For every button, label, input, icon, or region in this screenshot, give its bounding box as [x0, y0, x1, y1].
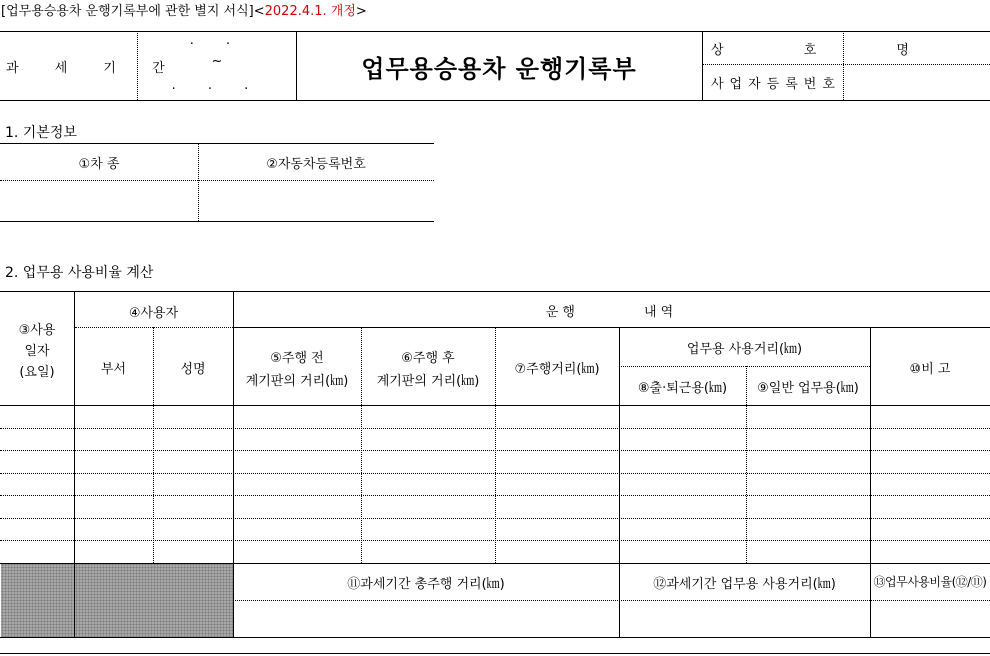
table-rule-horizontal [0, 291, 990, 292]
business-reg-label: 사업자등록번호 [711, 77, 841, 92]
form-title: 업무용승용차 운행기록부 [361, 55, 637, 83]
before-label-2: 계기판의 거리(㎞) [245, 374, 349, 389]
log-cell-date[interactable] [2, 520, 72, 538]
log-cell-dept[interactable] [76, 520, 151, 538]
log-cell-before[interactable] [235, 542, 359, 561]
log-cell-after[interactable] [363, 452, 493, 471]
log-cell-general[interactable] [748, 407, 868, 426]
log-cell-commute[interactable] [621, 542, 744, 561]
tax-period-label: 과 세 기 간 [6, 61, 181, 76]
log-cell-commute[interactable] [621, 520, 744, 538]
log-cell-after[interactable] [363, 542, 493, 561]
total-distance-label: ⑪과세기간 총주행 거리(㎞) [347, 577, 505, 592]
distance-label: ⑦주행거리(㎞) [514, 362, 600, 377]
log-cell-remarks[interactable] [872, 475, 988, 493]
log-cell-dept[interactable] [76, 497, 151, 516]
log-cell-general[interactable] [748, 475, 868, 493]
table-rule-horizontal [0, 180, 434, 181]
business-reg-field[interactable] [846, 67, 986, 97]
table-rule-horizontal [619, 366, 870, 367]
log-cell-commute[interactable] [621, 407, 744, 426]
log-cell-after[interactable] [363, 430, 493, 448]
total-distance-field[interactable] [236, 603, 616, 634]
log-cell-after[interactable] [363, 475, 493, 493]
after-label-1: ⑥주행 후 [401, 351, 455, 366]
log-cell-date[interactable] [2, 430, 72, 448]
log-cell-date[interactable] [2, 407, 72, 426]
period-dots-bottom: · · · [171, 82, 263, 97]
log-cell-before[interactable] [235, 430, 359, 448]
log-cell-distance[interactable] [497, 475, 617, 493]
section2-heading: 2. 업무용 사용비율 계산 [5, 265, 154, 281]
table-rule-horizontal [702, 64, 990, 65]
after-label-2: 계기판의 거리(㎞) [376, 374, 480, 389]
log-cell-dept[interactable] [76, 475, 151, 493]
remarks-label: ⑩비 고 [909, 362, 951, 377]
date-label-3: (요일) [19, 365, 55, 380]
log-cell-remarks[interactable] [872, 520, 988, 538]
log-cell-before[interactable] [235, 520, 359, 538]
table-rule-vertical [74, 291, 75, 637]
log-cell-date[interactable] [2, 497, 72, 516]
before-label-1: ⑤주행 전 [270, 351, 324, 366]
general-label: ⑨일반 업무용(㎞) [757, 381, 859, 396]
car-type-label: ①차 종 [78, 157, 120, 172]
total-business-field[interactable] [622, 603, 867, 634]
log-cell-after[interactable] [363, 520, 493, 538]
date-label-1: ③사용 [18, 323, 56, 338]
car-type-field[interactable] [2, 183, 195, 218]
total-business-label: ⑫과세기간 업무용 사용거리(㎞) [653, 577, 836, 592]
section1-heading: 1. 기본정보 [5, 125, 77, 141]
car-reg-label: ②자동차등록번호 [266, 157, 366, 172]
log-cell-remarks[interactable] [872, 542, 988, 561]
log-cell-distance[interactable] [497, 452, 617, 471]
table-rule-horizontal [0, 637, 990, 638]
log-cell-name[interactable] [155, 407, 231, 426]
log-cell-before[interactable] [235, 475, 359, 493]
operation-label: 운행 내역 [545, 305, 678, 320]
company-name-label: 상 호 명 [711, 43, 947, 58]
log-cell-remarks[interactable] [872, 452, 988, 471]
user-label: ④사용자 [128, 306, 179, 321]
log-cell-name[interactable] [155, 430, 231, 448]
log-cell-commute[interactable] [621, 497, 744, 516]
log-cell-date[interactable] [2, 452, 72, 471]
log-cell-general[interactable] [748, 452, 868, 471]
log-cell-before[interactable] [235, 407, 359, 426]
company-name-field[interactable] [846, 34, 986, 62]
log-cell-commute[interactable] [621, 475, 744, 493]
period-tilde: ~ [211, 54, 223, 69]
table-rule-horizontal [233, 600, 990, 601]
table-rule-horizontal [0, 143, 434, 144]
log-cell-name[interactable] [155, 497, 231, 516]
log-cell-commute[interactable] [621, 452, 744, 471]
log-cell-name[interactable] [155, 542, 231, 561]
car-reg-field[interactable] [201, 183, 431, 218]
table-rule-horizontal [0, 563, 990, 564]
log-cell-before[interactable] [235, 452, 359, 471]
log-cell-general[interactable] [748, 520, 868, 538]
log-cell-name[interactable] [155, 452, 231, 471]
date-label-2: 일자 [24, 344, 50, 359]
table-rule-horizontal [0, 653, 990, 654]
table-rule-horizontal [0, 100, 990, 101]
log-cell-dept[interactable] [76, 430, 151, 448]
log-cell-remarks[interactable] [872, 497, 988, 516]
dept-label: 부서 [100, 362, 127, 377]
form-note: [업무용승용차 운행기록부에 관한 별지 서식]<2022.4.1. 개정> [1, 4, 367, 19]
log-cell-dept[interactable] [76, 407, 151, 426]
period-dots-top: · · [189, 37, 245, 52]
form-revision: 2022.4.1. 개정 [264, 4, 356, 19]
table-rule-horizontal [233, 327, 990, 328]
ratio-label: ⑬업무사용비율(⑫/⑪) [873, 575, 987, 589]
name-label: 성명 [180, 362, 206, 377]
shaded-date-cell [1, 563, 74, 637]
table-rule-horizontal [0, 221, 434, 222]
log-cell-after[interactable] [363, 497, 493, 516]
log-cell-general[interactable] [748, 542, 868, 561]
table-rule-horizontal [75, 327, 233, 328]
log-cell-commute[interactable] [621, 430, 744, 448]
log-cell-date[interactable] [2, 542, 72, 561]
shaded-user-cell [75, 563, 233, 637]
log-cell-remarks[interactable] [872, 430, 988, 448]
table-rule-horizontal [0, 31, 990, 32]
log-cell-remarks[interactable] [872, 407, 988, 426]
table-rule-vertical [702, 31, 703, 100]
log-cell-general[interactable] [748, 430, 868, 448]
ratio-field[interactable] [873, 603, 987, 634]
log-cell-distance[interactable] [497, 407, 617, 426]
log-cell-distance[interactable] [497, 497, 617, 516]
log-cell-dept[interactable] [76, 542, 151, 561]
log-cell-general[interactable] [748, 497, 868, 516]
log-cell-distance[interactable] [497, 430, 617, 448]
log-cell-name[interactable] [155, 520, 231, 538]
log-cell-name[interactable] [155, 475, 231, 493]
log-cell-before[interactable] [235, 497, 359, 516]
log-cell-distance[interactable] [497, 542, 617, 561]
log-cell-after[interactable] [363, 407, 493, 426]
log-cell-dept[interactable] [76, 452, 151, 471]
business-distance-label: 업무용 사용거리(㎞) [686, 342, 803, 357]
log-cell-distance[interactable] [497, 520, 617, 538]
commute-label: ⑧출·퇴근용(㎞) [637, 381, 728, 396]
log-cell-date[interactable] [2, 475, 72, 493]
